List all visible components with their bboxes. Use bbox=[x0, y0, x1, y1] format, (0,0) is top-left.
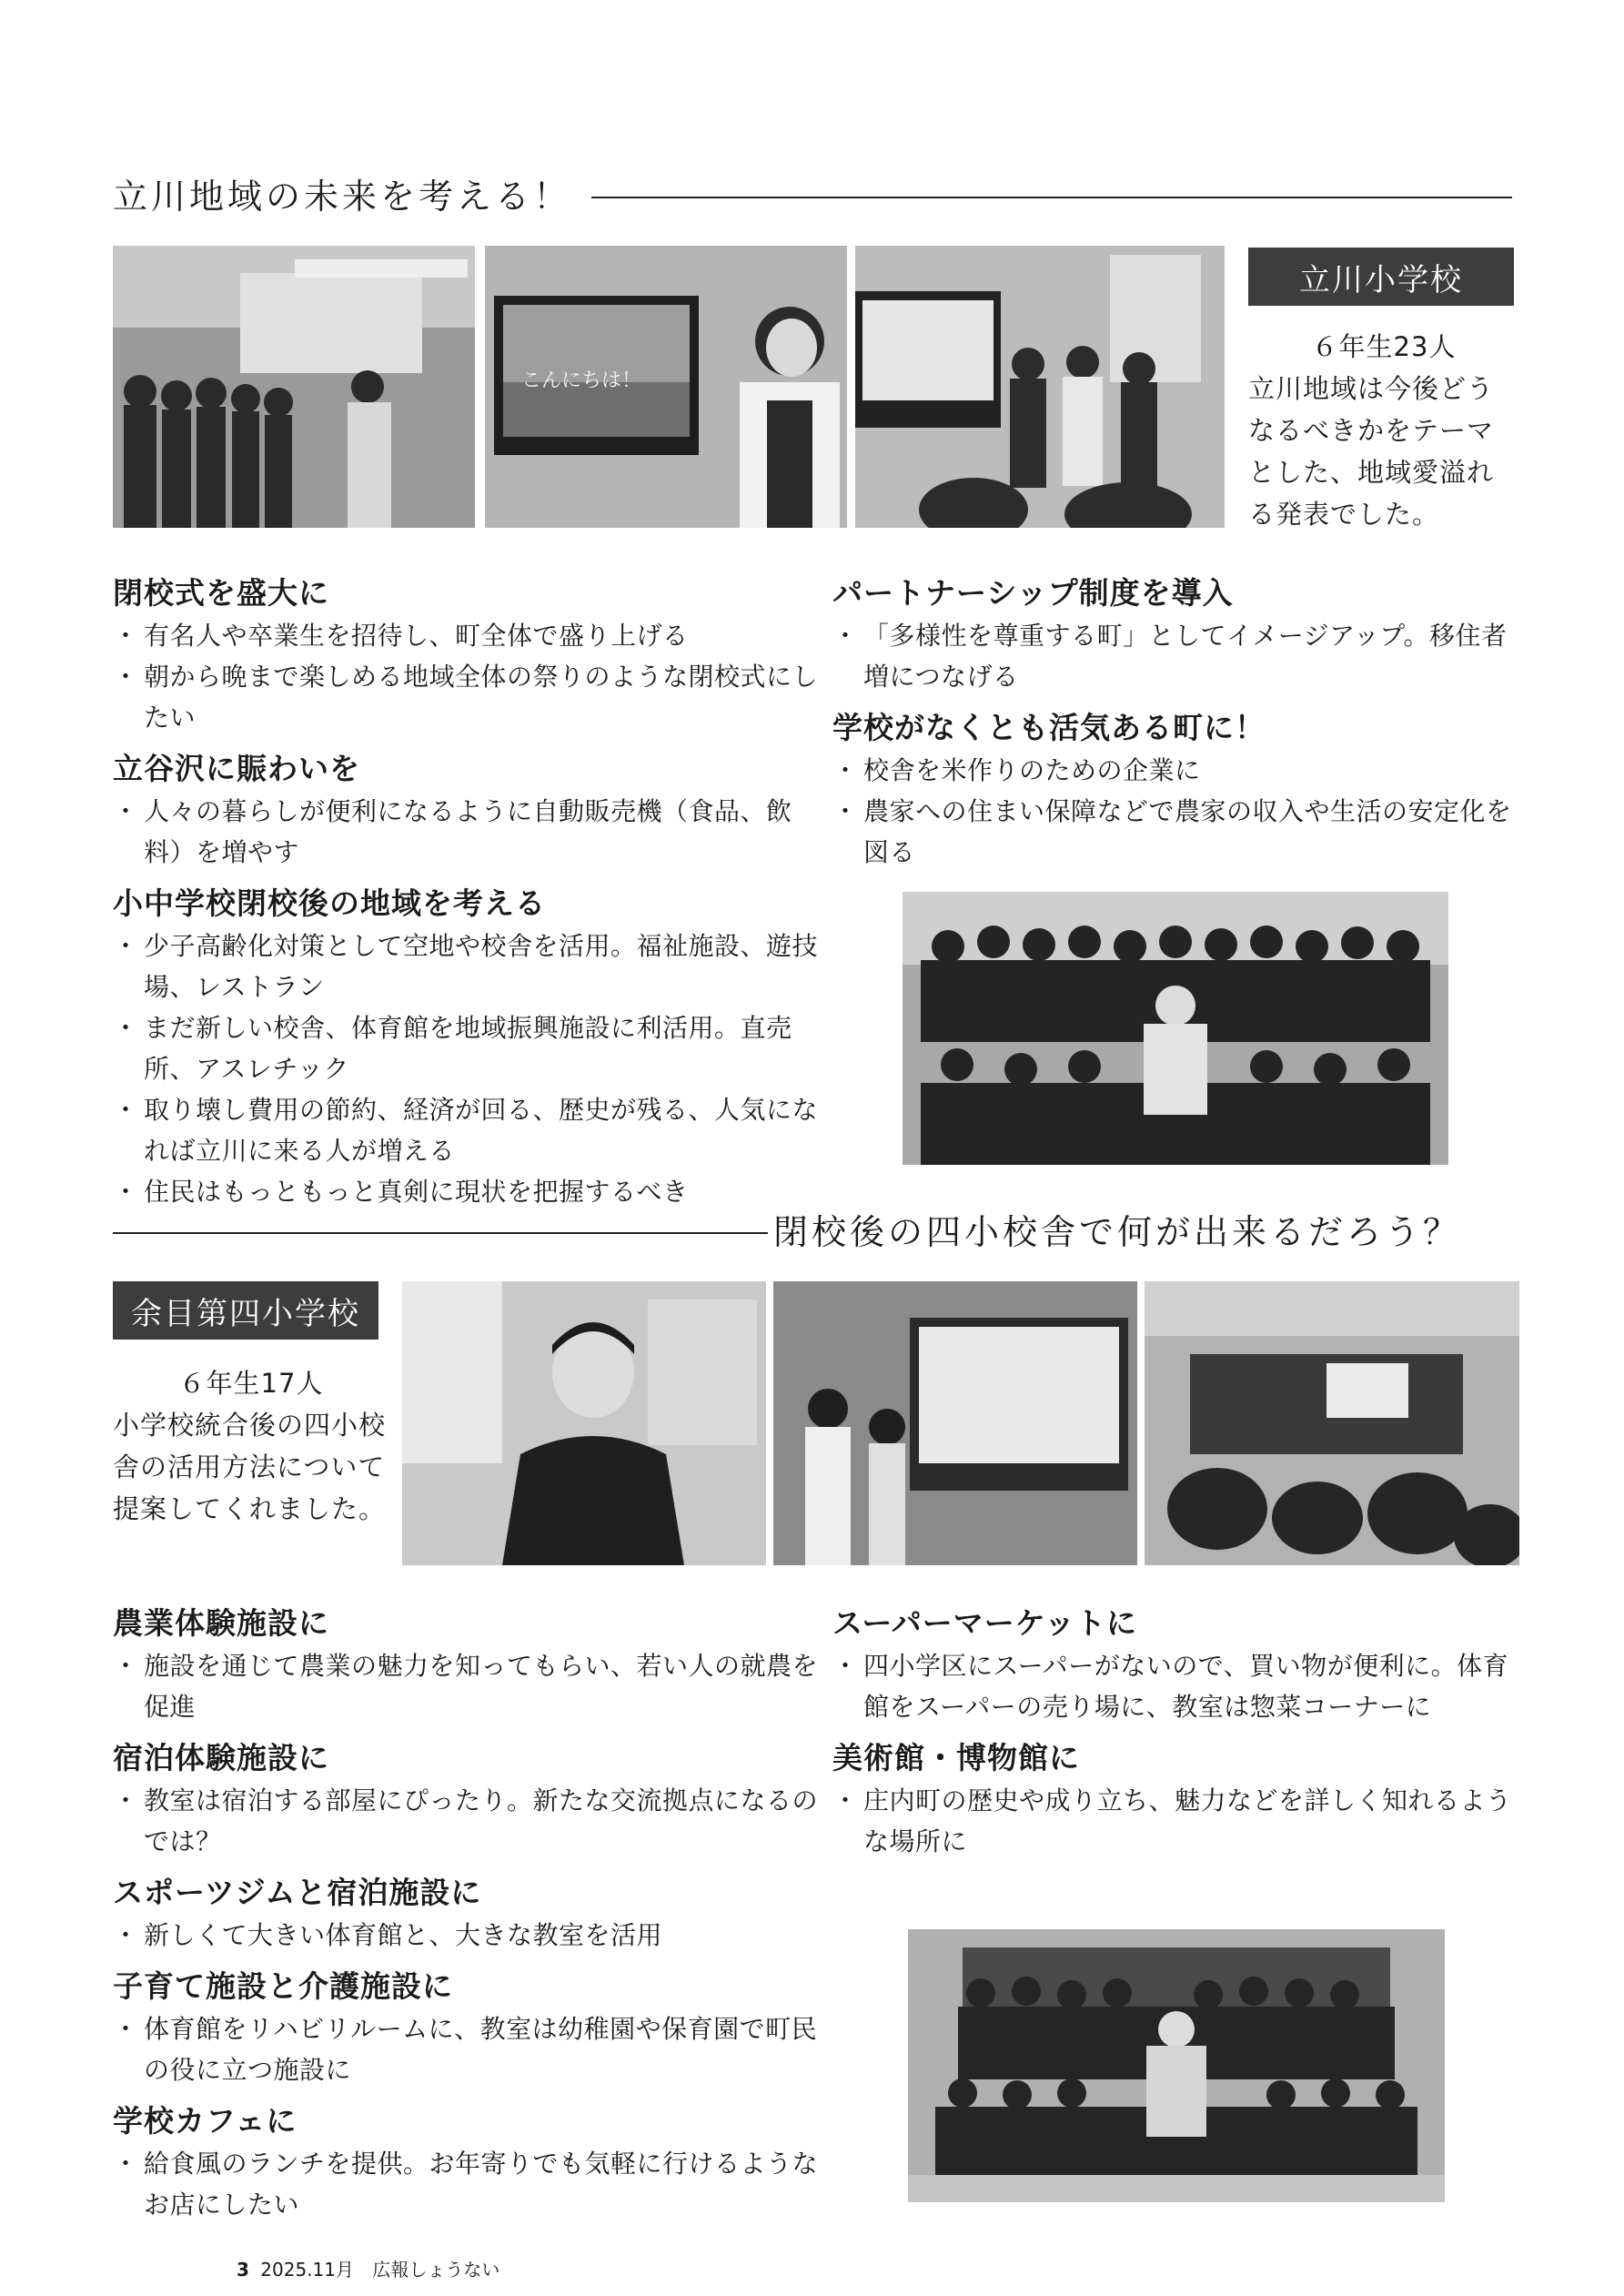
topic-item: ・ 人々の暮らしが便利になるように自動販売機（食品、飲料）を増やす bbox=[113, 791, 822, 873]
photo-classroom-presentation-1 bbox=[113, 246, 475, 528]
photo-student-with-screen bbox=[485, 246, 847, 528]
topic bbox=[113, 749, 822, 873]
topic bbox=[113, 1873, 822, 1956]
topic-item: ・ まだ新しい校舎、体育館を地域振興施設に利活用。直売所、アスレチック bbox=[113, 1007, 822, 1089]
photo-group-yonouchi bbox=[908, 1929, 1445, 2202]
topic-heading: 立谷沢に賑わいを bbox=[113, 751, 360, 786]
publication-name: 広報しょうない bbox=[372, 2259, 500, 2281]
intro-grade-count: ６年生17人 bbox=[178, 1368, 324, 1399]
topic-item: ・ 少子高齢化対策として空地や校舎を活用。福祉施設、遊技場、レストラン bbox=[113, 925, 822, 1007]
intro-description: 立川地域は今後どうなるべきかをテーマとした、地域愛溢れる発表でした。 bbox=[1248, 373, 1495, 530]
screen-greeting: こんにちは！ bbox=[521, 369, 642, 391]
topic-item: ・ 給食風のランチを提供。お年寄りでも気軽に行けるようなお店にしたい bbox=[113, 2143, 822, 2225]
topics-right-yonouchi bbox=[832, 1603, 1519, 1873]
topic-heading: スーパーマーケットに bbox=[832, 1605, 1138, 1641]
topic-heading: 農業体験施設に bbox=[113, 1605, 329, 1641]
school-tag-tachikawa: 立川小学校 bbox=[1248, 248, 1514, 306]
topic-heading: パートナーシップ制度を導入 bbox=[832, 575, 1234, 611]
photo-classroom-audience bbox=[1145, 1281, 1519, 1565]
topic-item: ・ 「多様性を尊重する町」としてイメージアップ。移住者増につなげる bbox=[832, 615, 1519, 697]
intro-description: 小学校統合後の四小校舎の活用方法について提案してくれました。 bbox=[113, 1410, 387, 1524]
section-rule bbox=[113, 1232, 768, 1234]
photo-boy-presenting bbox=[402, 1281, 766, 1565]
topic-item: ・ 校舎を米作りのための企業に bbox=[832, 750, 1519, 791]
intro-tachikawa bbox=[1248, 326, 1519, 535]
topic-item: ・ 四小学区にスーパーがないので、買い物が便利に。体育館をスーパーの売り場に、教室は惣菜コーナーに bbox=[832, 1645, 1519, 1727]
photo-group-tachikawa bbox=[903, 892, 1448, 1165]
page-number: 3 bbox=[237, 2259, 249, 2281]
topic bbox=[832, 573, 1519, 697]
topic-item: ・ 新しくて大きい体育館と、大きな教室を活用 bbox=[113, 1915, 822, 1956]
topic bbox=[113, 1603, 822, 1727]
topic bbox=[113, 2101, 822, 2225]
topic bbox=[832, 708, 1519, 873]
topic bbox=[113, 1738, 822, 1862]
page-footer bbox=[237, 2255, 499, 2281]
topic bbox=[113, 1967, 822, 2090]
topics-left-yonouchi bbox=[113, 1603, 822, 2236]
intro-yonouchi bbox=[113, 1362, 389, 1530]
topic-item: ・ 庄内町の歴史や成り立ち、魅力などを詳しく知れるような場所に bbox=[832, 1780, 1519, 1862]
topic-item: ・ 教室は宿泊する部屋にぴったり。新たな交流拠点になるのでは？ bbox=[113, 1780, 822, 1862]
topics-right-tachikawa bbox=[832, 573, 1519, 884]
topic bbox=[113, 573, 822, 738]
photo-students-presenting bbox=[855, 246, 1225, 528]
section-title-yonouchi: 閉校後の四小校舎で何が出来るだろう？ bbox=[773, 1212, 1462, 1252]
topic-heading: 子育て施設と介護施設に bbox=[113, 1968, 453, 2004]
topic bbox=[832, 1738, 1519, 1862]
photo-girls-at-screen bbox=[773, 1281, 1137, 1565]
topic-item: ・ 施設を通じて農業の魅力を知ってもらい、若い人の就農を促進 bbox=[113, 1645, 822, 1727]
section-title-tachikawa: 立川地域の未来を考える！ bbox=[113, 177, 572, 217]
topic bbox=[832, 1603, 1519, 1727]
topic-heading: 美術館・博物館に bbox=[832, 1740, 1080, 1775]
topic-heading: 学校カフェに bbox=[113, 2103, 298, 2139]
topic-heading: スポーツジムと宿泊施設に bbox=[113, 1875, 482, 1910]
topic-item: ・ 有名人や卒業生を招待し、町全体で盛り上げる bbox=[113, 615, 822, 656]
intro-grade-count: ６年生23人 bbox=[1311, 331, 1457, 362]
topic-heading: 小中学校閉校後の地域を考える bbox=[113, 885, 546, 921]
issue-date: 2025.11月 bbox=[260, 2259, 354, 2281]
topic-heading: 宿泊体験施設に bbox=[113, 1740, 329, 1775]
section-rule bbox=[591, 197, 1512, 198]
topic-heading: 学校がなくとも活気ある町に！ bbox=[832, 710, 1266, 745]
topic-item: ・ 朝から晩まで楽しめる地域全体の祭りのような閉校式にしたい bbox=[113, 656, 822, 738]
topic-item: ・ 取り壊し費用の節約、経済が回る、歴史が残る、人気になれば立川に来る人が増える bbox=[113, 1089, 822, 1171]
topics-left-tachikawa bbox=[113, 573, 822, 1223]
topic-item: ・ 農家への住まい保障などで農家の収入や生活の安定化を図る bbox=[832, 791, 1519, 873]
topic-item: ・ 住民はもっともっと真剣に現状を把握するべき bbox=[113, 1171, 822, 1212]
topic-heading: 閉校式を盛大に bbox=[113, 575, 329, 611]
school-tag-yonouchi: 余目第四小学校 bbox=[113, 1281, 378, 1340]
topic-item: ・ 体育館をリハビリルームに、教室は幼稚園や保育園で町民の役に立つ施設に bbox=[113, 2008, 822, 2090]
topic bbox=[113, 884, 822, 1212]
